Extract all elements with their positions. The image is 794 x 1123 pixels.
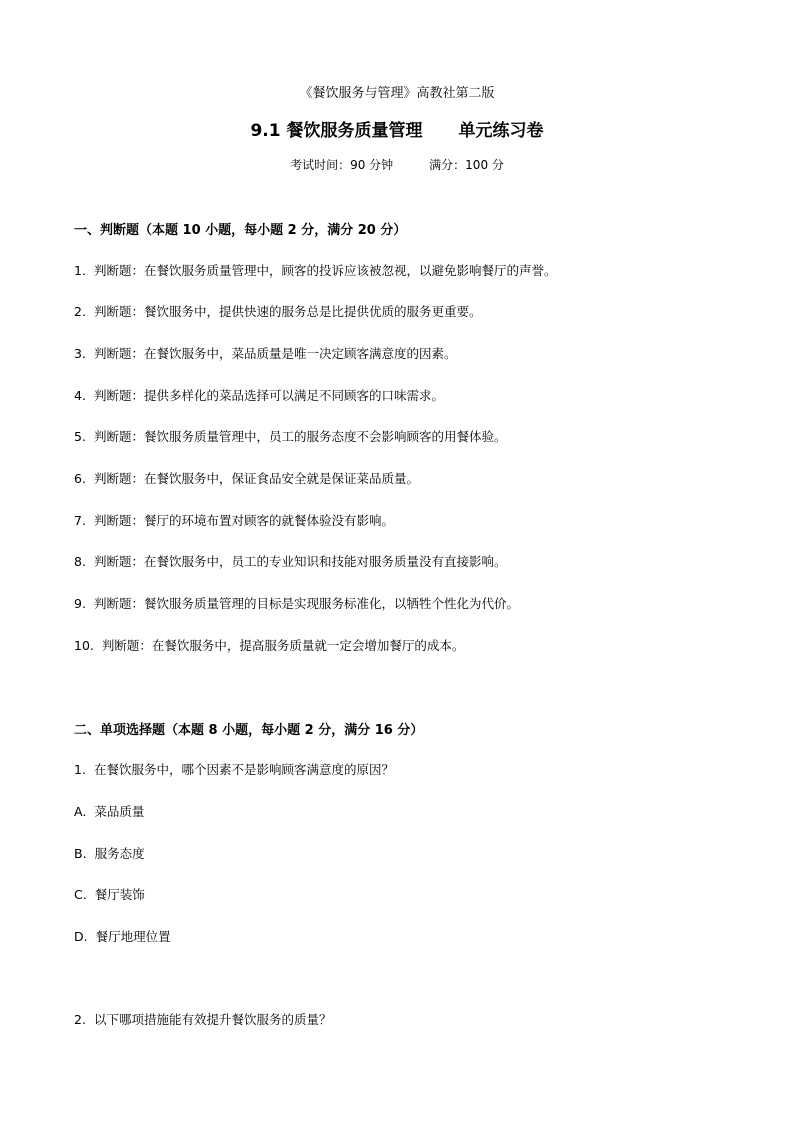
question-item (74, 386, 444, 404)
question-number: 1. (74, 263, 86, 278)
question-number: 7. (74, 513, 86, 528)
question-item (74, 594, 519, 612)
question-number: 8. (74, 554, 86, 569)
document-title (0, 116, 794, 141)
question-item (74, 511, 394, 529)
question-item (74, 636, 464, 654)
exam-meta (0, 156, 794, 173)
exam-time: 考试时间：90 分钟 (290, 158, 394, 172)
question-item (74, 1010, 331, 1028)
question-text: 判断题：提供多样化的菜品选择可以满足不同顾客的口味需求。 (93, 388, 444, 403)
section-heading-single-choice: 二、单项选择题（本题 8 小题，每小题 2 分，满分 16 分） (74, 723, 424, 738)
question-text: 判断题：餐饮服务中，提供快速的服务总是比提供优质的服务更重要。 (93, 304, 482, 319)
option-item (74, 844, 145, 862)
question-text: 判断题：在餐饮服务中，保证食品安全就是保证菜品质量。 (93, 471, 419, 486)
question-number: 2. (74, 1012, 86, 1027)
option-text: 餐厅装饰 (94, 887, 145, 902)
question-text: 判断题：餐饮服务质量管理中，员工的服务态度不会影响顾客的用餐体验。 (93, 429, 507, 444)
question-item (74, 427, 506, 445)
question-text: 判断题：餐饮服务质量管理的目标是实现服务标准化，以牺牲个性化为代价。 (93, 596, 519, 611)
question-number: 4. (74, 388, 86, 403)
full-score: 满分：100 分 (429, 158, 504, 172)
option-item (74, 802, 144, 820)
document-subtitle: 《餐饮服务与管理》高教社第二版 (299, 86, 495, 101)
question-text: 判断题：在餐饮服务中，提高服务质量就一定会增加餐厅的成本。 (101, 638, 465, 653)
question-item (74, 261, 556, 279)
question-text: 判断题：在餐饮服务质量管理中，顾客的投诉应该被忽视，以避免影响餐厅的声誉。 (93, 263, 557, 278)
option-item (74, 885, 145, 903)
question-text: 在餐饮服务中，哪个因素不是影响顾客满意度的原因？ (93, 762, 394, 777)
option-label: A. (74, 804, 87, 819)
option-text: 菜品质量 (94, 804, 145, 819)
option-item (74, 927, 171, 945)
question-text: 判断题：餐厅的环境布置对顾客的就餐体验没有影响。 (93, 513, 394, 528)
question-number: 6. (74, 471, 86, 486)
title-sub: 单元练习卷 (458, 121, 544, 141)
question-text: 判断题：在餐饮服务中，菜品质量是唯一决定顾客满意度的因素。 (93, 346, 457, 361)
option-text: 服务态度 (94, 846, 145, 861)
question-item (74, 760, 394, 778)
option-label: B. (74, 846, 87, 861)
question-number: 5. (74, 429, 86, 444)
question-number: 3. (74, 346, 86, 361)
question-item (74, 344, 456, 362)
title-main: 9.1 餐饮服务质量管理 (250, 121, 423, 141)
section-heading-true-false: 一、判断题（本题 10 小题，每小题 2 分，满分 20 分） (74, 223, 407, 238)
option-label: D. (74, 929, 88, 944)
question-number: 1. (74, 762, 86, 777)
option-label: C. (74, 887, 87, 902)
question-text: 判断题：在餐饮服务中，员工的专业知识和技能对服务质量没有直接影响。 (93, 554, 507, 569)
question-number: 9. (74, 596, 86, 611)
question-number: 10. (74, 638, 94, 653)
question-item (74, 552, 506, 570)
question-item (74, 302, 481, 320)
question-text: 以下哪项措施能有效提升餐饮服务的质量？ (93, 1012, 332, 1027)
question-number: 2. (74, 304, 86, 319)
option-text: 餐厅地理位置 (95, 929, 171, 944)
question-item (74, 469, 419, 487)
